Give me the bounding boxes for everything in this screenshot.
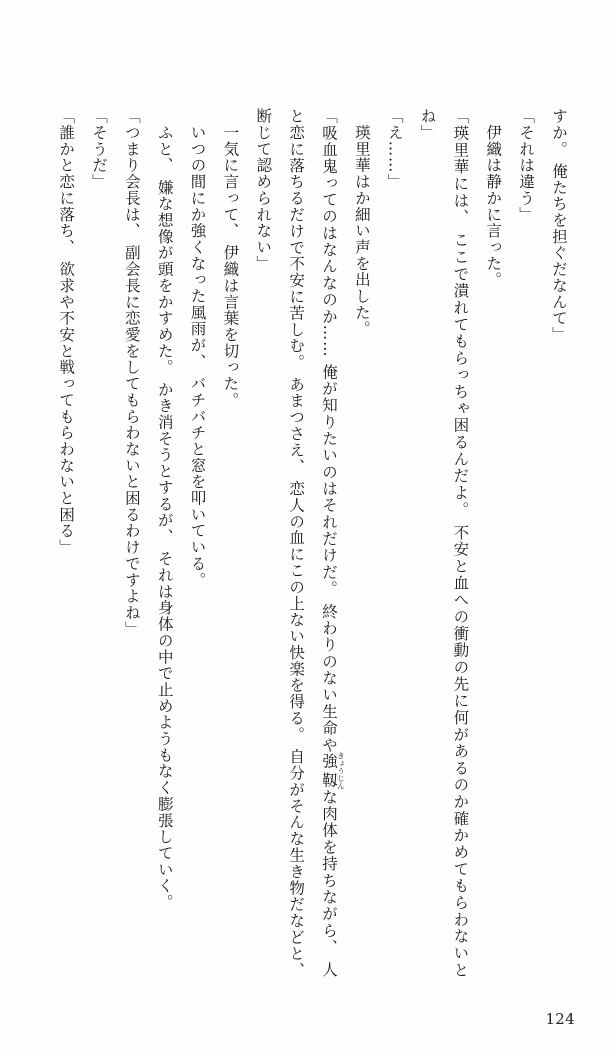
- ruby-annotation: 強靱きょうじん: [319, 752, 346, 790]
- paragraph: 「誰かと恋に落ち、 欲求や不安と戦ってもらわないと困る」: [57, 108, 76, 556]
- paragraph: 「そうだ」: [89, 108, 108, 190]
- paragraph: ふと、 嫌な想像が頭をかすめた。 かき消そうとするが、 それは身体の中で止めようもなく膨張していく。: [155, 108, 174, 911]
- page-text-body: [50, 108, 575, 978]
- paragraph: 「え……」: [385, 108, 404, 190]
- paragraph: いつの間にか強くなった風雨が、 バチバチと窓を叩いている。: [188, 108, 207, 589]
- paragraph: 「つまり会長は、 副会長に恋愛をしてもらわないと困るわけですよね」: [122, 108, 141, 638]
- paragraph: 「それは違う」: [517, 108, 536, 223]
- paragraph: すか。 俺たちを担ぐだなんて」: [550, 108, 568, 343]
- paragraph: 「瑛里華には、 ここで潰れてもらっちゃ困るんだよ。 不安と血への衝動の先に何があるのか確かめてもらわないとね」: [418, 108, 470, 978]
- paragraph: 伊織は静かに言った。: [484, 108, 503, 288]
- page-number: 124: [545, 1010, 575, 1028]
- paragraph: 瑛里華はか細い声を出した。: [352, 108, 371, 337]
- paragraph: 一気に言って、 伊織は言葉を切った。: [221, 108, 240, 409]
- paragraph: 「吸血鬼ってのはなんなのか…… 俺が知りたいのはそれだけだ。 終わりのない生命や強靱きょうじんな肉体を持ちながら、 人と恋に落ちるだけで不安に苦しむ。 あまつさえ、 恋人の血にこの上ない快楽を得る。 自分がそんな生き物だなどと、 断じて認められない」: [254, 108, 346, 978]
